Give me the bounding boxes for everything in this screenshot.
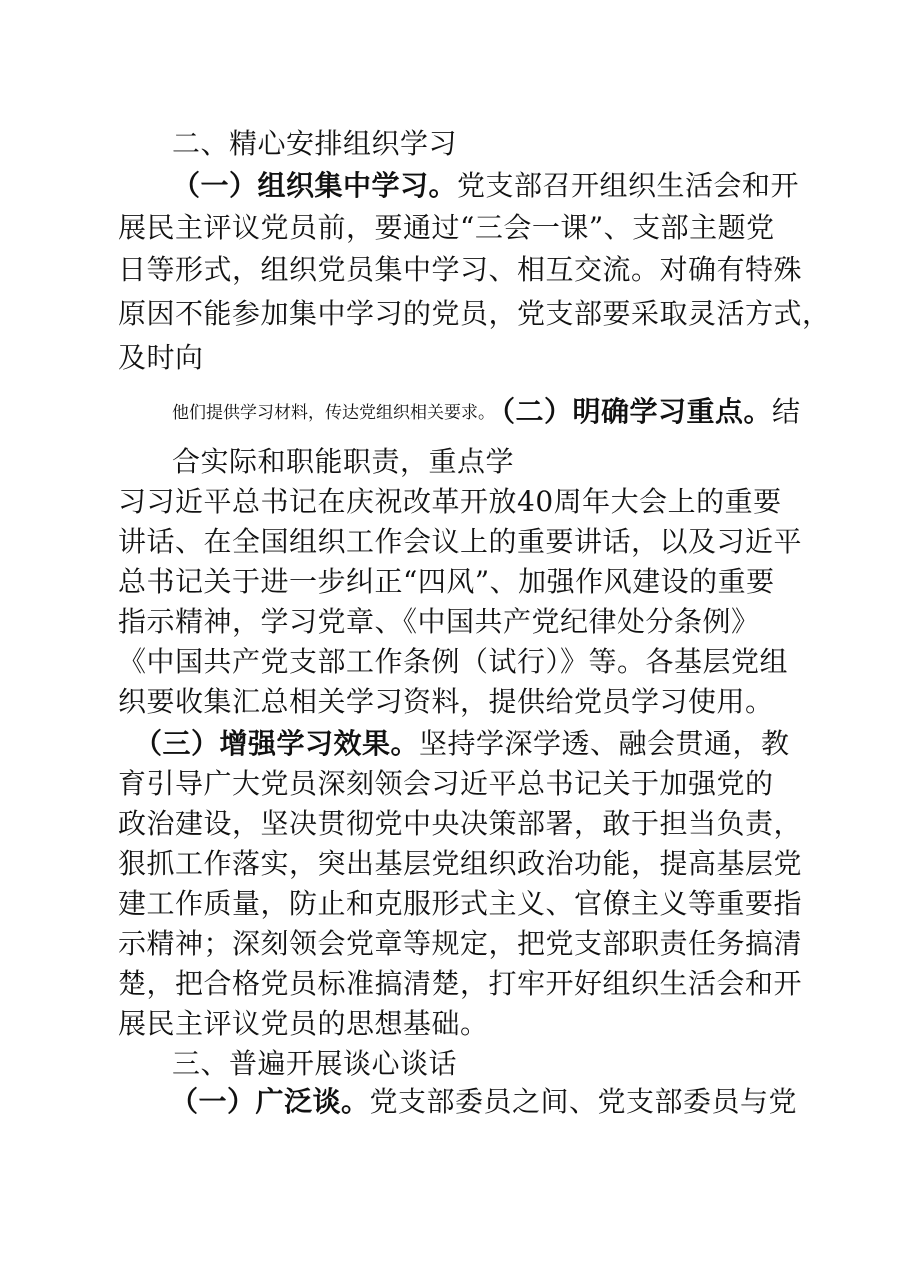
paragraph-line	[172, 394, 852, 431]
paragraph-text: 党支部委员之间、党支部委员与党	[369, 1085, 798, 1118]
paragraph-text: 坚持学深学透、融会贯通，教	[419, 727, 790, 760]
paragraph-line: 《中国共产党支部工作条例（试行）》等。各基层党组	[118, 645, 789, 678]
paragraph-line: 织要收集汇总相关学习资料，提供给党员学习使用。	[118, 685, 774, 718]
paragraph-line: 及时向	[118, 341, 204, 374]
paragraph-line: 原因不能参加集中学习的党员，党支部要采取灵活方式，	[118, 297, 831, 330]
paragraph-line: 楚，把合格党员标准搞清楚，打牢开好组织生活会和开	[118, 967, 803, 1000]
small-text: 他们提供学习材料，传达党组织相关要求。	[172, 403, 495, 423]
paragraph-lead: （一）广泛谈。	[170, 1085, 370, 1118]
paragraph-line: 展民主评议党员的思想基础。	[118, 1007, 489, 1040]
paragraph-line: 习习近平总书记在庆祝改革开放40周年大会上的重要	[118, 485, 782, 518]
paragraph-line: 政治建设，坚决贯彻党中央决策部署，敢于担当负责，	[118, 807, 803, 840]
paragraph-line: 建工作质量，防止和克服形式主义、官僚主义等重要指	[118, 887, 803, 920]
paragraph-lead: （二）明确学习重点。	[501, 395, 773, 428]
paragraph-line: 总书记关于进一步纠正“四风”、加强作风建设的重要	[118, 565, 775, 598]
paragraph-lead: （一）组织集中学习。	[172, 169, 458, 202]
paragraph-line: 育引导广大党员深刻领会习近平总书记关于加强党的	[118, 767, 774, 800]
paragraph-line: 日等形式，组织党员集中学习、相互交流。对确有特殊	[118, 253, 803, 286]
paragraph-line: 指示精神，学习党章、《中国共产党纪律处分条例》	[118, 605, 760, 638]
section-heading: 二、精心安排组织学习	[172, 127, 458, 160]
paragraph-line	[172, 168, 852, 204]
paragraph-line: 讲话、在全国组织工作会议上的重要讲话，以及习近平	[118, 525, 803, 558]
paragraph-text: 党支部召开组织生活会和开	[457, 169, 800, 202]
paragraph-line	[170, 1084, 850, 1120]
paragraph-line: 示精神；深刻领会党章等规定，把党支部职责任务搞清	[118, 927, 803, 960]
paragraph-line: 展民主评议党员前，要通过“三会一课”、支部主题党	[118, 211, 775, 244]
paragraph-lead: （三）增强学习效果。	[134, 727, 420, 760]
paragraph-line	[134, 726, 814, 762]
paragraph-line: 合实际和职能职责，重点学	[172, 445, 515, 478]
paragraph-line: 狠抓工作落实，突出基层党组织政治功能，提高基层党	[118, 847, 803, 880]
section-heading: 三、普遍开展谈心谈话	[172, 1047, 458, 1080]
paragraph-text: 结	[772, 395, 801, 428]
